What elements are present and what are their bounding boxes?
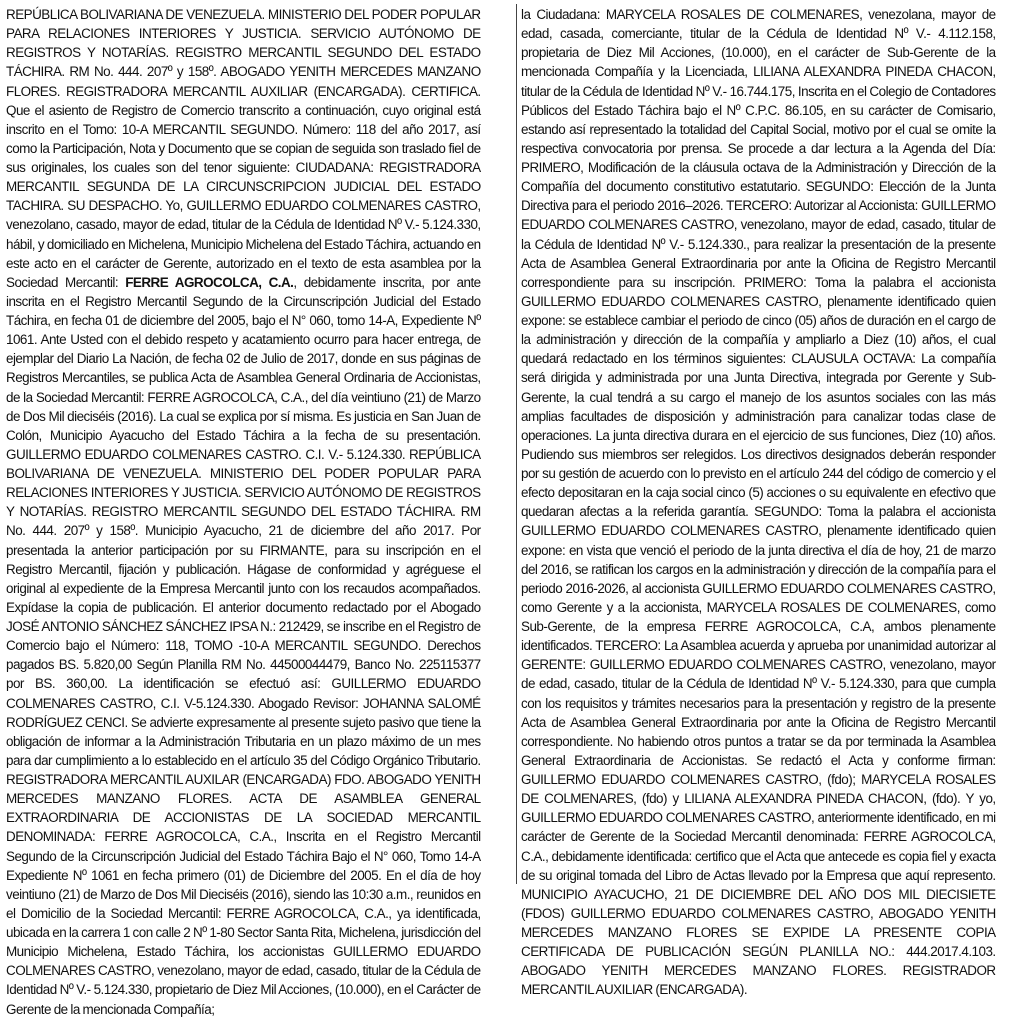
- left-column: [6, 5, 481, 1017]
- right-column: [521, 5, 996, 998]
- notice-text-body: , debidamente inscrita, por ante inscrita en el Registro Mercantil Segundo de la Circunscripción Judicial del Estado Táchira, en fecha 01 de diciembre del 2005, bajo el N° 060, tomo 14-A, Expediente Nº 1061. Ante Usted con el debido respeto y acatamiento ocurro para hacer entrega, de ejemplar del Diario La Nación, de fecha 02 de Julio de 2017, donde en sus páginas de Registros Mercantiles, se publica Acta de Asamblea General Ordinaria de Accionistas, de la Sociedad Mercantil: FERRE AGROCOLCA, C.A., del día veintiuno (21) de Marzo de Dos Mil dieciséis (2016). La cual se explica por sí misma. Es justicia en San Juan de Colón, Municipio Ayacucho del Estado Táchira a la fecha de su presentación. GUILLERMO EDUARDO COLMENARES CASTRO. C.I. V.- 5.124.330. REPÚBLICA BOLIVARIANA DE VENEZUELA. MINISTERIO DEL PODER POPULAR PARA RELACIONES INTERIORES Y JUSTICIA. SERVICIO AUTÓNOMO DE REGISTROS Y NOTARÍAS. REGISTRO MERCANTIL SEGUNDO DEL ESTADO TÁCHIRA. RM No. 444. 207º y 158º. Municipio Ayacucho, 21 de diciembre del año 2017. Por presentada la anterior participación por su FIRMANTE, para su inscripción en el Registro Mercantil, fijación y publicación. Hágase de conformidad y agréguese el original al expediente de la Empresa Mercantil junto con los recaudos acompañados. Expídase la copia de publicación. El anterior documento redactado por el Abogado JOSÉ ANTONIO SÁNCHEZ SÁNCHEZ IPSA N.: 212429, se inscribe en el Registro de Comercio bajo el Número: 118, TOMO -10-A MERCANTIL SEGUNDO. Derechos pagados BS. 5.820,00 Según Planilla RM No. 44500044479, Banco No. 225115377 por BS. 360,00. La identificación se efectuó así: GUILLERMO EDUARDO COLMENARES CASTRO, C.I. V-5.124.330. Abogado Revisor: JOHANNA SALOMÉ RODRÍGUEZ CENCI. Se advierte expresamente al presente sujeto pasivo que tiene la obligación de informar a la Administración Tributaria en un plazo máximo de un mes para dar cumplimiento a lo establecido en el artículo 35 del Código Orgánico Tributario. REGISTRADORA MERCANTIL AUXILAR (ENCARGADA) FDO. ABOGADO YENITH MERCEDES MANZANO FLORES. ACTA DE ASAMBLEA GENERAL EXTRAORDINARIA DE ACCIONISTAS DE LA SOCIEDAD MERCANTIL DENOMINADA: FERRE AGROCOLCA, C.A., Inscrita en el Registro Mercantil Segundo de la Circunscripción Judicial del Estado Táchira Bajo el N° 060, Tomo 14-A Expediente Nº 1061 en fecha primero (01) de Diciembre del 2005. En el día de hoy veintiuno (21) de Marzo de Dos Mil Dieciséis (2016), siendo las 10:30 a.m., reunidos en el Domicilio de la Sociedad Mercantil: FERRE AGROCOLCA, C.A., ya identificada, ubicada en la carrera 1 con calle 2 Nº 1-80 Sector Santa Rita, Michelena, jurisdicción del Municipio Michelena, Estado Táchira, los accionistas GUILLERMO EDUARDO COLMENARES CASTRO, venezolano, mayor de edad, casado, titular de la Cédula de Identidad Nº V.- 5.124.330, propietario de Diez Mil Acciones, (10.000), en el Carácter de Gerente de la mencionada Compañía;: [6, 273, 481, 1017]
- company-name-bold: FERRE AGROCOLCA, C.A.: [125, 273, 294, 290]
- left-column-text: [6, 5, 481, 1019]
- notice-text-intro: REPÚBLICA BOLIVARIANA DE VENEZUELA. MINISTERIO DEL PODER POPULAR PARA RELACIONES INTERIORES Y JUSTICIA. SERVICIO AUTÓNOMO DE REGISTROS Y NOTARÍAS. REGISTRO MERCANTIL SEGUNDO DEL ESTADO TÁCHIRA. RM No. 444. 207º y 158º. ABOGADO YENITH MERCEDES MANZANO FLORES. REGISTRADORA MERCANTIL AUXILIAR (ENCARGADA). CERTIFICA. Que el asiento de Registro de Comercio transcrito a continuación, cuyo original está inscrito en el Tomo: 10-A MERCANTIL SEGUNDO. Número: 118 del año 2017, así como la Participación, Nota y Documento que se copian de seguida son traslado fiel de sus originales, los cuales son del tenor siguiente: CIUDADANA: REGISTRADORA MERCANTIL SEGUNDA DE LA CIRCUNSCRIPCION JUDICIAL DEL ESTADO TACHIRA. SU DESPACHO. Yo, GUILLERMO EDUARDO COLMENARES CASTRO, venezolano, casado, mayor de edad, titular de la Cédula de Identidad Nº V.- 5.124.330, hábil, y domiciliado en Michelena, Municipio Michelena del Estado Táchira, actuando en este acto en el carácter de Gerente, autorizado en el texto de esta asamblea por la Sociedad Mercantil:: [6, 6, 481, 290]
- right-column-text: la Ciudadana: MARYCELA ROSALES DE COLMENARES, venezolana, mayor de edad, casada, comerciante, titular de la Cédula de Identidad Nº V.- 4.112.158, propietaria de Diez Mil Acciones, (10.000), en el carácter de Sub-Gerente de la mencionada Compañía y la Licenciada, LILIANA ALEXANDRA PINEDA CHACON, titular de la Cédula de Identidad Nº V.- 16.744.175, Inscrita en el Colegio de Contadores Públicos del Estado Táchira bajo el Nº C.P.C. 86.105, en su carácter de Comisario, estando así representado la totalidad del Capital Social, motivo por el cual se omite la respectiva convocatoria por prensa. Se procede a dar lectura a la Agenda del Día: PRIMERO, Modificación de la cláusula octava de la Administración y Dirección de la Compañía del documento constitutivo estatutario. SEGUNDO: Elección de la Junta Directiva para el periodo 2016–2026. TERCERO: Autorizar al Accionista: GUILLERMO EDUARDO COLMENARES CASTRO, venezolano, mayor de edad, casado, titular de la Cédula de Identidad Nº V.- 5.124.330., para realizar la presentación de la presente Acta de Asamblea General Extraordinaria por ante la Oficina de Registro Mercantil correspondiente para su inscripción. PRIMERO: Toma la palabra el accionista GUILLERMO EDUARDO COLMENARES CASTRO, plenamente identificado quien expone: se establece cambiar el periodo de cinco (05) años de duración en el cargo de la administración y dirección de la compañía y ampliarlo a Diez (10) años, el cual quedará redactado en los términos siguientes: CLAUSULA OCTAVA: La compañía será dirigida y administrada por una Junta Directiva, integrada por Gerente y Sub-Gerente, la cual tendrá a su cargo el manejo de los asuntos sociales con las más amplias facultades de disposición y administración para canalizar todas clase de operaciones. La junta directiva durara en el ejercicio de sus funciones, Diez (10) años. Pudiendo sus miembros ser relegidos. Los directivos designados deberán responder por su gestión de acuerdo con lo previsto en el artículo 244 del código de comercio y el efecto depositaran en la caja social cinco (5) acciones o su equivalente en efectivo que quedaran afectas a la referida garantía. SEGUNDO: Toma la palabra el accionista GUILLERMO EDUARDO COLMENARES CASTRO, plenamente identificado quien expone: en vista que venció el periodo de la junta directiva el día de hoy, 21 de marzo del 2016, se ratifican los cargos en la administración y dirección de la compañía para el periodo 2016-2026, al accionista GUILLERMO EDUARDO COLMENARES CASTRO, como Gerente y a la accionista, MARYCELA ROSALES DE COLMENARES, como Sub-Gerente, de la empresa FERRE AGROCOLCA, C.A, ambos plenamente identificados. TERCERO: La Asamblea acuerda y aprueba por unanimidad autorizar al GERENTE: GUILLERMO EDUARDO COLMENARES CASTRO, venezolano, mayor de edad, casado, titular de la Cédula de Identidad Nº V.- 5.124.330, para que cumpla con los requisitos y trámites necesarios para la presentación y registro de la presente Acta de Asamblea General Extraordinaria por ante la Oficina de Registro Mercantil correspondiente. No habiendo otros puntos a tratar se da por terminada la Asamblea General Extraordinaria de Accionistas. Se redactó el Acta y conforme firman: GUILLERMO EDUARDO COLMENARES CASTRO, (fdo); MARYCELA ROSALES DE COLMENARES, (fdo) y LILIANA ALEXANDRA PINEDA CHACON, (fdo). Y yo, GUILLERMO EDUARDO COLMENARES CASTRO, anteriormente identificado, en mi carácter de Gerente de la Sociedad Mercantil denominada: FERRE AGROCOLCA, C.A., debidamente identificada: certifico que el Acta que antecede es copia fiel y exacta de su original tomada del Libro de Actas llevado por la Empresa que aquí represento. MUNICIPIO AYACUCHO, 21 DE DICIEMBRE DEL AÑO DOS MIL DIECISIETE (FDOS) GUILLERMO EDUARDO COLMENARES CASTRO, ABOGADO YENITH MERCEDES MANZANO FLORES SE EXPIDE LA PRESENTE COPIA CERTIFICADA DE PUBLICACIÓN SEGÚN PLANILLA NO.: 444.2017.4.103. ABOGADO YENITH MERCEDES MANZANO FLORES. REGISTRADOR MERCANTIL AUXILIAR (ENCARGADA).: [521, 6, 996, 998]
- column-divider: [516, 4, 517, 884]
